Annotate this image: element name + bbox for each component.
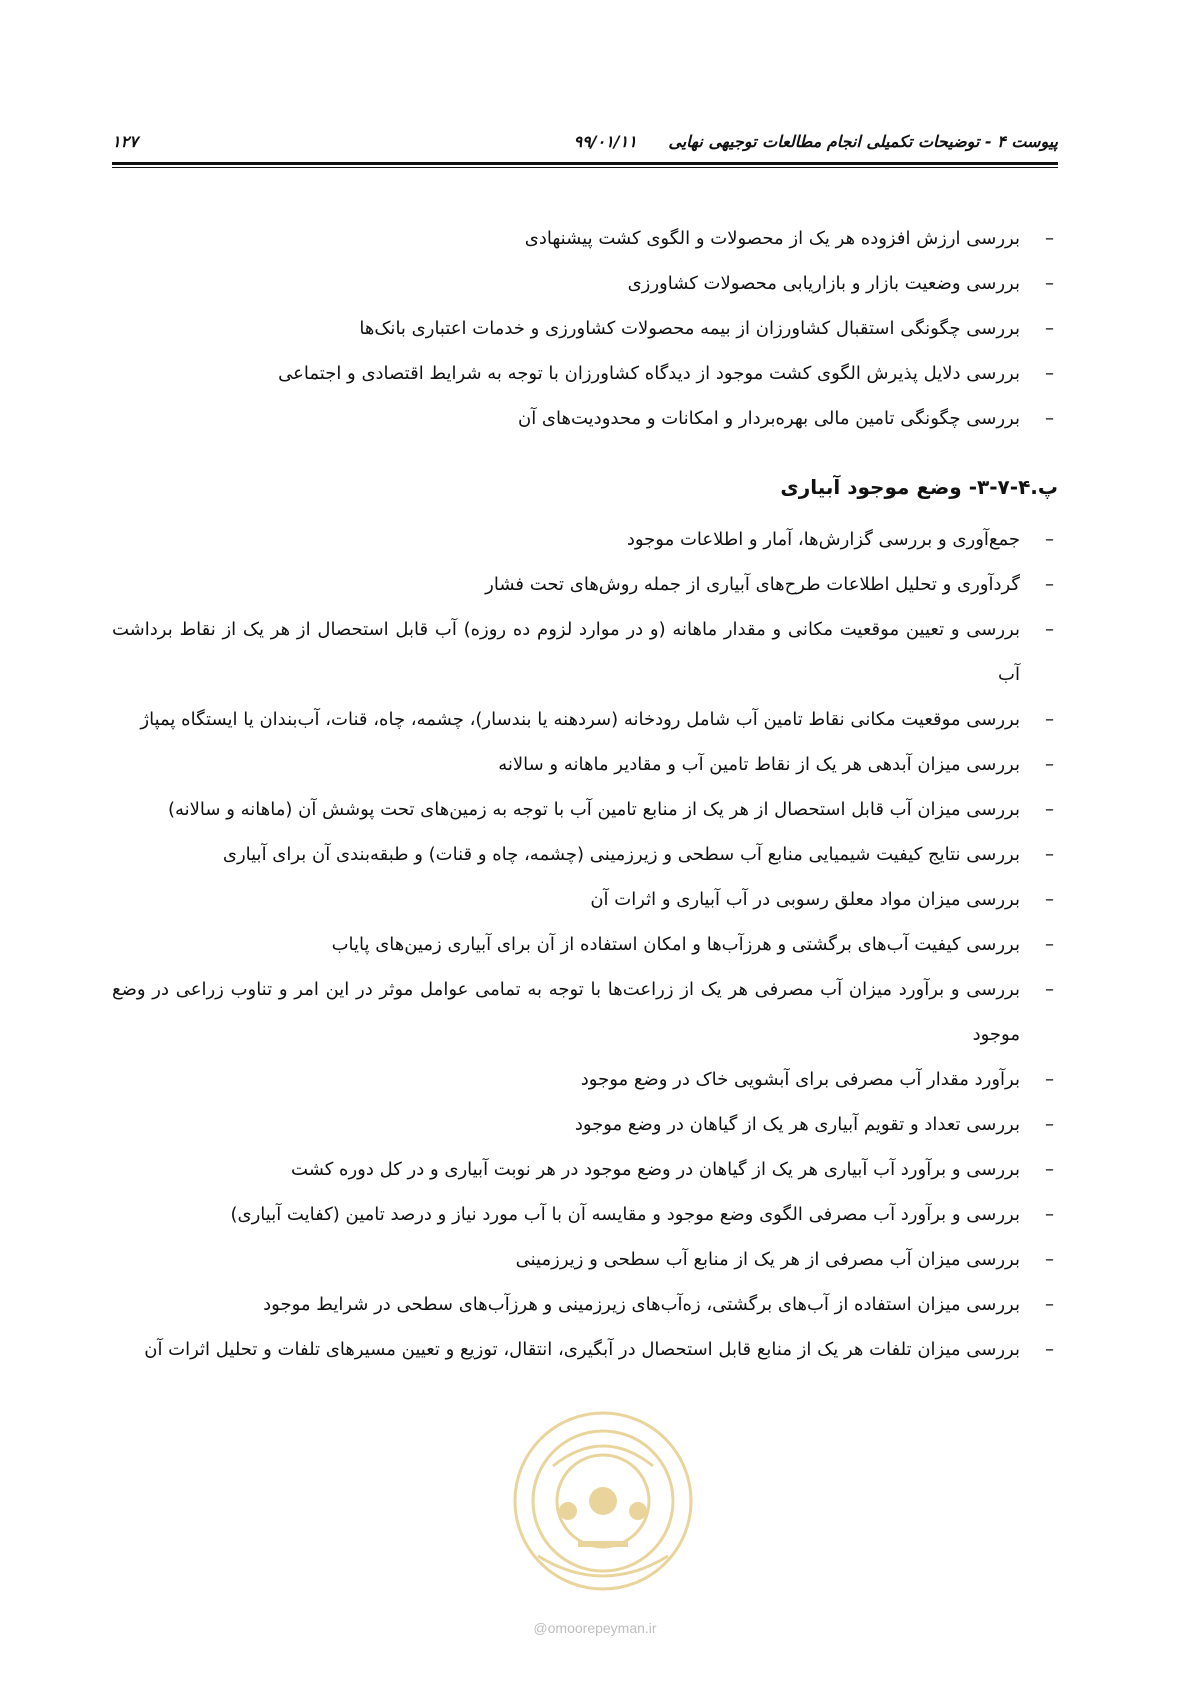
list-item — [112, 832, 1058, 877]
list-item — [112, 1102, 1058, 1147]
document-body — [112, 216, 1058, 1372]
list-item-text: بررسی و برآورد آب آبیاری هر یک از گیاهان در وضع موجود در هر نوبت آبیاری و در کل دوره کشت — [291, 1159, 1020, 1180]
list-item — [112, 562, 1058, 607]
bullet-dash-icon: – — [1045, 754, 1054, 775]
bullet-dash-icon: – — [1045, 273, 1054, 294]
list-item-text: بررسی کیفیت آب‌های برگشتی و هرزآب‌ها و امکان استفاده از آن برای آبیاری زمین‌های پایاب — [331, 934, 1020, 955]
bullet-dash-icon: – — [1045, 318, 1054, 339]
list-item — [112, 607, 1058, 697]
list-item — [112, 396, 1058, 441]
list-item — [112, 742, 1058, 787]
bullet-dash-icon: – — [1045, 799, 1054, 820]
page-header — [112, 128, 1058, 160]
list-item — [112, 351, 1058, 396]
bullet-dash-icon: – — [1045, 1249, 1054, 1270]
list-item-text: جمع‌آوری و بررسی گزارش‌ها، آمار و اطلاعات موجود — [626, 529, 1020, 550]
list-item — [112, 1327, 1058, 1372]
list-item — [112, 517, 1058, 562]
list-item-text: بررسی چگونگی استقبال کشاورزان از بیمه محصولات کشاورزی و خدمات اعتباری بانک‌ها — [359, 318, 1020, 339]
list-item — [112, 967, 1058, 1057]
bullet-dash-icon: – — [1045, 228, 1054, 249]
header-date: ۹۹/۰۱/۱۱ — [573, 132, 637, 151]
bullet-dash-icon: – — [1045, 844, 1054, 865]
list-item-text: بررسی و تعیین موقعیت مکانی و مقدار ماهانه (و در موارد لزوم ده روزه) آب قابل استحصال از هر یک از نقاط برداشت آب — [112, 619, 1020, 685]
list-item — [112, 1237, 1058, 1282]
list-item-text: بررسی میزان آبدهی هر یک از نقاط تامین آب و مقادیر ماهانه و سالانه — [498, 754, 1020, 775]
bullet-list-top — [112, 216, 1058, 441]
list-item — [112, 787, 1058, 832]
watermark-url: @omoorepeyman.ir — [533, 1620, 657, 1636]
header-title-text: پیوست ۴ - توضیحات تکمیلی انجام مطالعات توجیهی نهایی — [668, 132, 1058, 151]
list-item-text: بررسی میزان آب قابل استحصال از هر یک از منابع تامین آب با توجه به زمین‌های تحت پوشش آن (ماهانه و سالانه) — [167, 799, 1020, 820]
bullet-dash-icon: – — [1045, 1339, 1054, 1360]
list-item-text: بررسی و برآورد آب مصرفی الگوی وضع موجود و مقایسه آن با آب مورد نیاز و درصد تامین (کفایت آبیاری) — [230, 1204, 1020, 1225]
page-number: ۱۲۷ — [112, 132, 138, 151]
list-item-text: بررسی ارزش افزوده هر یک از محصولات و الگوی کشت پیشنهادی — [524, 228, 1020, 249]
bullet-dash-icon: – — [1045, 1204, 1054, 1225]
list-item-text: بررسی میزان آب مصرفی از هر یک از منابع آب سطحی و زیرزمینی — [515, 1249, 1020, 1270]
list-item-text: بررسی میزان مواد معلق رسوبی در آب آبیاری و اثرات آن — [590, 889, 1020, 910]
header-divider-thin — [112, 167, 1058, 168]
bullet-dash-icon: – — [1045, 1069, 1054, 1090]
bullet-dash-icon: – — [1045, 889, 1054, 910]
list-item-text: بررسی تعداد و تقویم آبیاری هر یک از گیاهان در وضع موجود — [574, 1114, 1020, 1135]
list-item — [112, 922, 1058, 967]
list-item-text: گردآوری و تحلیل اطلاعات طرح‌های آبیاری از جمله روش‌های تحت فشار — [485, 574, 1020, 595]
list-item — [112, 1192, 1058, 1237]
list-item-text: برآورد مقدار آب مصرفی برای آبشویی خاک در وضع موجود — [580, 1069, 1020, 1090]
header-title — [574, 132, 1058, 151]
list-item-text: بررسی چگونگی تامین مالی بهره‌بردار و امکانات و محدودیت‌های آن — [517, 408, 1020, 429]
bullet-dash-icon: – — [1045, 1294, 1054, 1315]
header-divider-thick — [112, 162, 1058, 165]
list-item-text: بررسی میزان تلفات هر یک از منابع قابل استحصال در آبگیری، انتقال، توزیع و تعیین مسیرهای تلفات و تحلیل اثرات آن — [144, 1339, 1020, 1360]
list-item — [112, 1057, 1058, 1102]
list-item — [112, 697, 1058, 742]
watermark-stamp-icon — [508, 1406, 698, 1596]
list-item — [112, 306, 1058, 351]
list-item-text: بررسی وضعیت بازار و بازاریابی محصولات کشاورزی — [627, 273, 1020, 294]
list-item — [112, 261, 1058, 306]
section-heading: پ.۴-۷-۳- وضع موجود آبیاری — [780, 475, 1058, 499]
list-item-text: بررسی موقعیت مکانی نقاط تامین آب شامل رودخانه (سردهنه یا بندسار)، چشمه، چاه، قنات، آب‌بندان یا ایستگاه پمپاژ — [140, 709, 1020, 730]
list-item — [112, 216, 1058, 261]
list-item — [112, 1282, 1058, 1327]
bullet-dash-icon: – — [1045, 979, 1054, 1000]
bullet-list-section — [112, 517, 1058, 1372]
bullet-dash-icon: – — [1045, 363, 1054, 384]
list-item-text: بررسی نتایج کیفیت شیمیایی منابع آب سطحی و زیرزمینی (چشمه، چاه و قنات) و طبقه‌بندی آن برای آبیاری — [222, 844, 1020, 865]
list-item-text: بررسی میزان استفاده از آب‌های برگشتی، زه‌آب‌های زیرزمینی و هرزآب‌های سطحی در شرایط موجود — [263, 1294, 1020, 1315]
list-item — [112, 1147, 1058, 1192]
bullet-dash-icon: – — [1045, 1114, 1054, 1135]
bullet-dash-icon: – — [1045, 1159, 1054, 1180]
bullet-dash-icon: – — [1045, 619, 1054, 640]
bullet-dash-icon: – — [1045, 574, 1054, 595]
list-item-text: بررسی دلایل پذیرش الگوی کشت موجود از دیدگاه کشاورزان با توجه به شرایط اقتصادی و اجتماعی — [278, 363, 1020, 384]
bullet-dash-icon: – — [1045, 408, 1054, 429]
bullet-dash-icon: – — [1045, 934, 1054, 955]
list-item-text: بررسی و برآورد میزان آب مصرفی هر یک از زراعت‌ها با توجه به تمامی عوامل موثر در این امر و تناوب زراعی در وضع موجود — [112, 979, 1020, 1045]
bullet-dash-icon: – — [1045, 529, 1054, 550]
list-item — [112, 877, 1058, 922]
bullet-dash-icon: – — [1045, 709, 1054, 730]
